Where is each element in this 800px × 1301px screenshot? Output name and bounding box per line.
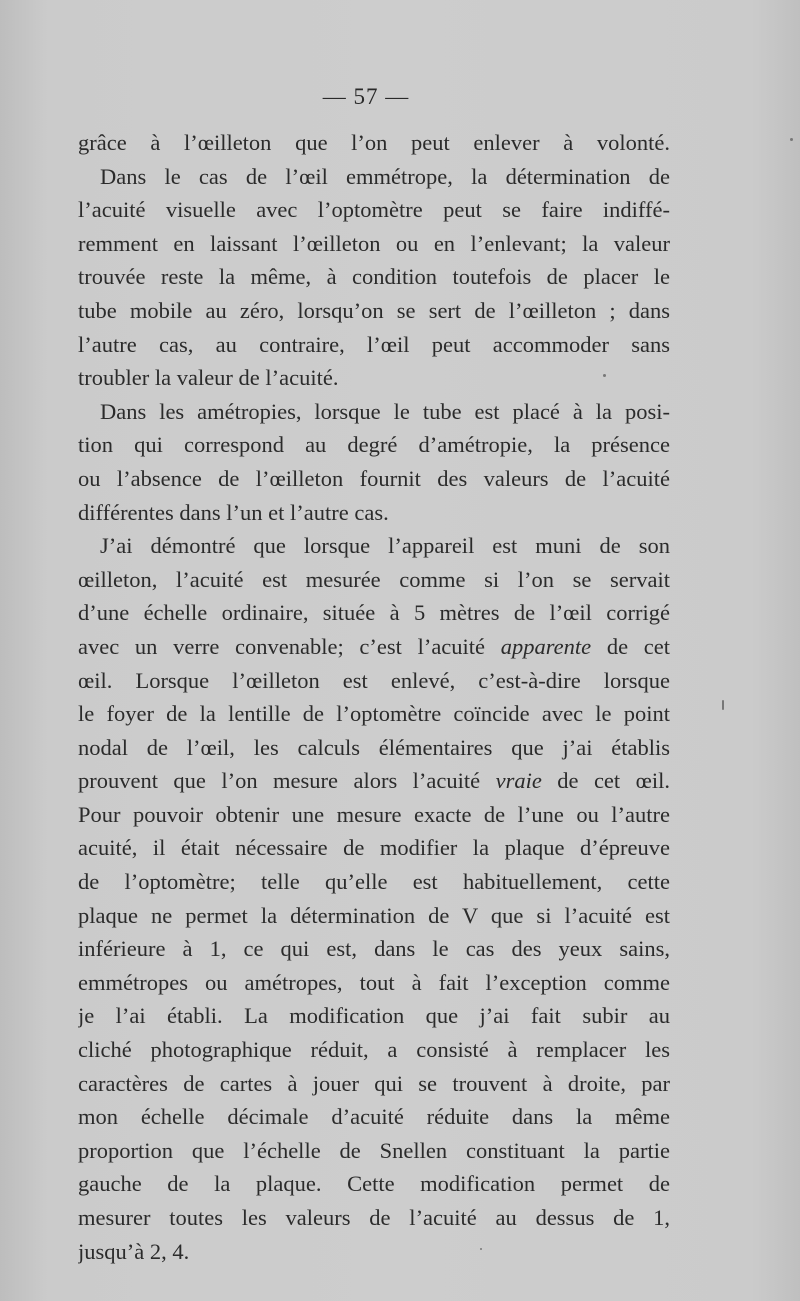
text-line: œil. Lorsque l’œilleton est enlevé, c’est-à-dire lorsque — [78, 667, 670, 693]
text-line: Dans les amétropies, lorsque le tube est placé à la posi- — [100, 398, 670, 424]
text-segment: de cet œil. — [541, 768, 670, 794]
text-line: caractères de cartes à jouer qui se trouvent à droite, par — [78, 1070, 670, 1096]
italic-word: vraie — [495, 768, 542, 794]
text-line: d’une échelle ordinaire, située à 5 mètres de l’œil corrigé — [78, 600, 670, 626]
text-line: différentes dans l’un et l’autre cas. — [78, 499, 389, 525]
text-line: tion qui correspond au degré d’amétropie, la présence — [78, 432, 670, 458]
text-line: J’ai démontré que lorsque l’appareil est muni de son — [100, 533, 670, 559]
text-line: le foyer de la lentille de l’optomètre coïncide avec le point — [78, 701, 670, 727]
text-line: œilleton, l’acuité est mesurée comme si l’on se servait — [78, 566, 670, 592]
text-line: de l’optomètre; telle qu’elle est habituellement, cette — [78, 869, 670, 895]
text-line: grâce à l’œilleton que l’on peut enlever à volonté. — [78, 130, 670, 155]
text-segment: de cet — [591, 633, 670, 659]
text-line: gauche de la plaque. Cette modification permet de — [78, 1171, 670, 1197]
text-line: tube mobile au zéro, lorsqu’on se sert de l’œilleton ; dans — [78, 297, 670, 323]
text-line: emmétropes ou amétropes, tout à fait l’exception comme — [78, 969, 670, 995]
text-segment: prouvent que l’on mesure alors l’acuité — [78, 768, 496, 794]
text-line: cliché photographique réduit, a consisté à remplacer les — [78, 1037, 670, 1063]
text-line: je l’ai établi. La modification que j’ai fait subir au — [78, 1003, 670, 1029]
text-line — [78, 764, 670, 798]
text-line: jusqu’à 2, 4. — [78, 1238, 190, 1264]
text-line: l’acuité visuelle avec l’optomètre peut se faire indiffé- — [78, 197, 670, 223]
paper-speck — [480, 1248, 482, 1250]
text-line — [78, 630, 670, 664]
text-line: mon échelle décimale d’acuité réduite dans la même — [78, 1104, 670, 1130]
text-line: inférieure à 1, ce qui est, dans le cas des yeux sains, — [78, 936, 670, 962]
paper-speck — [790, 138, 793, 141]
paper-speck — [603, 374, 606, 377]
text-line: plaque ne permet la détermination de V que si l’acuité est — [78, 902, 670, 928]
paper-speck — [722, 700, 724, 710]
text-line: nodal de l’œil, les calculs élémentaires que j’ai établis — [78, 734, 670, 760]
text-line: trouvée reste la même, à condition toutefois de placer le — [78, 264, 670, 290]
text-line: mesurer toutes les valeurs de l’acuité au dessus de 1, — [78, 1205, 670, 1230]
text-line: ou l’absence de l’œilleton fournit des valeurs de l’acuité — [78, 465, 670, 491]
italic-word: apparente — [500, 633, 592, 659]
text-line: remment en laissant l’œilleton ou en l’enlevant; la valeur — [78, 230, 670, 256]
text-line: Dans le cas de l’œil emmétrope, la détermination de — [100, 163, 670, 189]
page-number: — 57 — — [322, 84, 410, 109]
text-line: troubler la valeur de l’acuité. — [78, 365, 339, 391]
text-line: Pour pouvoir obtenir une mesure exacte de l’une ou l’autre — [78, 801, 670, 827]
text-line: acuité, il était nécessaire de modifier la plaque d’épreuve — [78, 835, 670, 861]
body-text — [78, 126, 670, 1268]
text-segment: avec un verre convenable; c’est l’acuité — [78, 633, 501, 659]
text-line: proportion que l’échelle de Snellen constituant la partie — [78, 1137, 670, 1163]
text-line: l’autre cas, au contraire, l’œil peut accommoder sans — [78, 331, 670, 357]
